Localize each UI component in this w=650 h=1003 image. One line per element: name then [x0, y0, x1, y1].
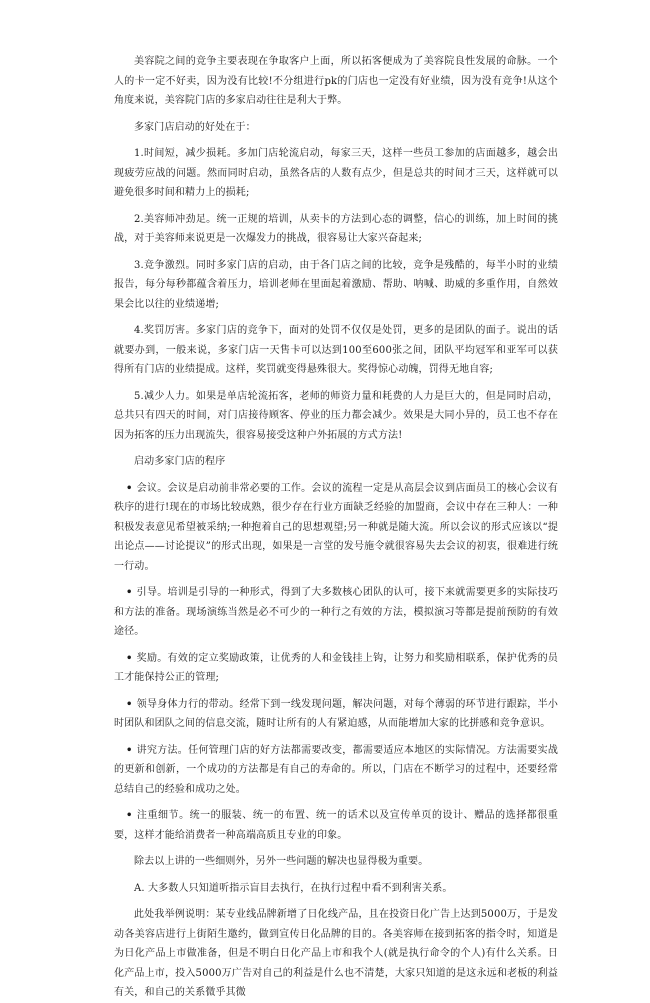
bullet-text: 会议。会议是启动前非常必要的工作。会议的流程一定是从高层会议到店面员工的核心会议有秩序的进行!现在的市场比较成熟，很少存在行业方面缺乏经验的加盟商，会议中存在三种人：一种积极发表意见希望被采纳;一种抱着自己的思想观望;另一种就是随大流。所以会议的形式应该以“提出论点——讨论提议”的形式出现，如果是一言堂的发号施令就很容易失去会议的初衷，很难进行统一行动。 [114, 482, 558, 572]
benefit-item-5: 5.减少人力。如果是单店轮流拓客，老师的师资力量和耗费的人力是巨大的，但是同时启动，总共只有四天的时间，对门店接待顾客、停业的压力都会减少。效果是大同小异的，员工也不存在因为拓客的压力出现流失，很容易接受这种户外拓展的方式方法! [114, 390, 558, 441]
bullet-dot-icon: • [126, 482, 133, 494]
bullet-dot-icon: • [126, 698, 133, 710]
bullet-item-guidance [114, 583, 558, 642]
intro-paragraph: 美容院之间的竞争主要表现在争取客户上面，所以拓客便成为了美容院良性发展的命脉。一个人的卡一定不好卖，因为没有比较!不分组进行pk的门店也一定没有好业绩，因为没有竞争!从这个角度来说，美容院门店的多家启动往往是利大于弊。 [114, 56, 558, 106]
bullet-item-leadership [114, 695, 558, 734]
closing-intro: 除去以上讲的一些细则外，另外一些问题的解决也显得极为重要。 [134, 856, 429, 867]
bullet-dot-icon: • [126, 652, 133, 664]
bullet-text: 奖励。有效的定立奖励政策，让优秀的人和金钱挂上钩，让努力和奖励相联系，保护优秀的员工才能保持公正的管理; [114, 652, 558, 683]
bullet-dot-icon: • [126, 810, 133, 821]
bullet-text: 注重细节。统一的服装、统一的布置、统一的话术以及宣传单页的设计、赠品的选择都很重要，这样才能给消费者一种高端高质且专业的印象。 [114, 810, 558, 841]
issue-a-heading: A. 大多数人只知道听指示盲目去执行，在执行过程中看不到利害关系。 [134, 882, 453, 894]
benefit-item-4: 4.奖罚厉害。多家门店的竞争下，面对的处罚不仅仅是处罚，更多的是团队的面子。说出的话就要办到，一般来说，多家门店一天售卡可以达到100至600张之间，团队平均冠军和亚军可以获得所有门店的业绩提成。这样，奖罚就变得悬殊很大。奖得惊心动魄，罚得无地自容; [114, 325, 558, 375]
bullet-text: 引导。培训是引导的一种形式，得到了大多数核心团队的认可，接下来就需要更多的实际技巧和方法的准备。现场演练当然是必不可少的一种行之有效的方法，模拟演习等都是提前预防的有效途径。 [114, 587, 558, 637]
bullet-text: 讲究方法。任何管理门店的好方法都需要改变，都需要适应本地区的实际情况。方法需要实战的更新和创新，一个成功的方法都是有自己的寿命的。所以，门店在不断学习的过程中，还要经常总结自己的经验和成功之处。 [114, 744, 558, 795]
bullet-item-meeting [114, 479, 558, 577]
benefit-item-1: 1.时间短，减少损耗。多加门店轮流启动，每家三天，这样一些员工参加的店面越多，越会出现疲劳应战的问题。然而同时启动，虽然各店的人数有点少，但是总共的时间才三天，这样就可以避免很多时间和精力上的损耗; [114, 148, 558, 198]
benefit-item-2: 2.美容师冲劲足。统一正规的培训，从卖卡的方法到心态的调整，信心的训练，加上时间的挑战，对于美容师来说更是一次爆发力的挑战，很容易让大家兴奋起来; [114, 213, 558, 244]
bullet-text: 领导身体力行的带动。经常下到一线发现问题，解决问题，对每个薄弱的环节进行跟踪，半小时团队和团队之间的信息交流，随时让所有的人有紧迫感，从而能增加大家的比拼感和竞争意识。 [114, 698, 558, 729]
bullet-dot-icon: • [126, 587, 133, 598]
example-paragraph: 此处我举例说明：某专业线品牌新增了日化线产品，且在投资日化广告上达到5000万，于是发动各美容店进行上街陌生邀约，做到宣传日化品牌的目的。各美容师在接到拓客的指令时，知道是为日化产品上市做准备，但是不明白日化产品上市和我个人(就是执行命令的个人)有什么关系。日化产品上市，投入5000万广告对自己的利益是什么也不清楚，大家只知道的是这永远和老板的利益有关，和自己的关系微乎其微 [114, 909, 558, 998]
benefits-heading: 多家门店启动的好处在于： [134, 121, 256, 133]
bullet-item-reward [114, 649, 558, 688]
bullet-item-detail [114, 806, 558, 845]
bullet-dot-icon: • [126, 744, 133, 756]
benefit-item-3: 3.竞争激烈。同时多家门店的启动，由于各门店之间的比较，竞争是残酷的，每半小时的业绩报告，每分每秒都蕴含着压力，培训老师在里面起着激励、帮助、呐喊、助威的多重作用，自然效果会比以往的业绩递增; [114, 259, 558, 310]
bullet-item-method [114, 741, 558, 800]
procedure-heading: 启动多家门店的程序 [134, 456, 226, 467]
